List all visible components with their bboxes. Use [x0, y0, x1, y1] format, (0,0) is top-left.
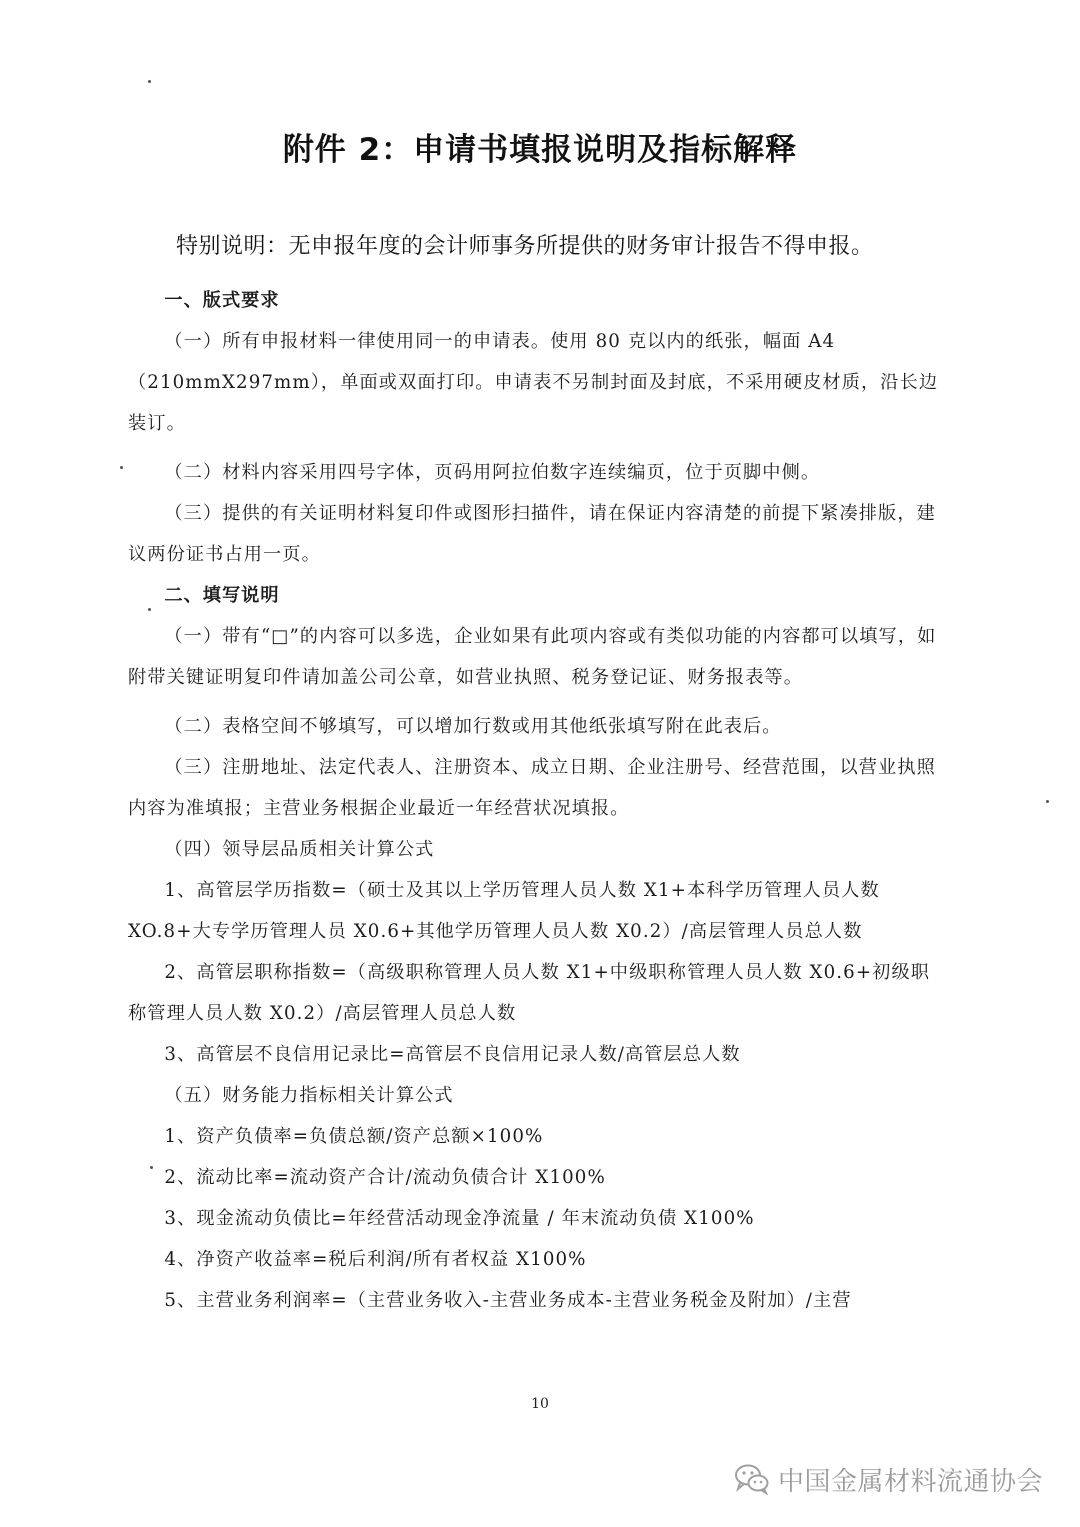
watermark-text: 中国金属材料流通协会 [778, 1466, 1044, 1497]
paragraph: （一）带有“□”的内容可以多选，企业如果有此项内容或有类似功能的内容都可以填写，如附带关键证明复印件请加盖公司公章，如营业执照、税务登记证、财务报表等。 [128, 626, 937, 688]
special-note: 特别说明：无申报年度的会计师事务所提供的财务审计报告不得申报。 [176, 234, 874, 259]
formula: 2、高管层职称指数=（高级职称管理人员人数 X1+中级职称管理人员人数 X0.6+初级职称管理人员人数 X0.2）/高层管理人员总人数 [128, 962, 931, 1024]
scan-speck [150, 1166, 153, 1169]
section-heading: 二、填写说明 [164, 585, 280, 606]
paragraph: （三）注册地址、法定代表人、注册资本、成立日期、企业注册号、经营范围，以营业执照内容为准填报；主营业务根据企业最近一年经营状况填报。 [128, 757, 936, 819]
document-body [128, 280, 948, 1321]
scan-speck [148, 608, 151, 611]
wechat-icon [734, 1463, 770, 1495]
subsection-heading: （五）财务能力指标相关计算公式 [164, 1085, 454, 1106]
paragraph: （三）提供的有关证明材料复印件或图形扫描件，请在保证内容清楚的前提下紧凑排版，建议两份证书占用一页。 [128, 503, 936, 565]
paragraph: （二）表格空间不够填写，可以增加行数或用其他纸张填写附在此表后。 [164, 716, 782, 737]
section-heading: 一、版式要求 [164, 290, 280, 311]
scan-speck [1046, 800, 1049, 803]
scan-speck [120, 466, 123, 469]
subsection-heading: （四）领导层品质相关计算公式 [164, 839, 435, 860]
scan-speck [148, 80, 151, 83]
formula: 1、资产负债率=负债总额/资产总额×100% [164, 1126, 544, 1147]
paragraph: （一）所有申报材料一律使用同一的申请表。使用 80 克以内的纸张，幅面 A4（210mmX297mm），单面或双面打印。申请表不另制封面及封底，不采用硬皮材质，沿长边装订。 [128, 331, 939, 434]
page-number: 10 [531, 1396, 549, 1412]
formula: 5、主营业务利润率=（主营业务收入-主营业务成本-主营业务税金及附加）/主营 [164, 1290, 852, 1311]
formula: 1、高管层学历指数=（硕士及其以上学历管理人员人数 X1+本科学历管理人员人数 XO.8+大专学历管理人员 X0.6+其他学历管理人员人数 X0.2）/高层管理人员总人数 [128, 880, 880, 942]
watermark [734, 1459, 1043, 1499]
formula: 3、高管层不良信用记录比=高管层不良信用记录人数/高管层总人数 [164, 1044, 741, 1065]
formula: 2、流动比率=流动资产合计/流动负债合计 X100% [164, 1167, 606, 1188]
formula: 4、净资产收益率=税后利润/所有者权益 X100% [164, 1249, 587, 1270]
document-title: 附件 2：申请书填报说明及指标解释 [282, 132, 798, 168]
paragraph: （二）材料内容采用四号字体，页码用阿拉伯数字连续编页，位于页脚中侧。 [164, 462, 821, 483]
formula: 3、现金流动负债比=年经营活动现金净流量 / 年末流动负债 X100% [164, 1208, 755, 1229]
